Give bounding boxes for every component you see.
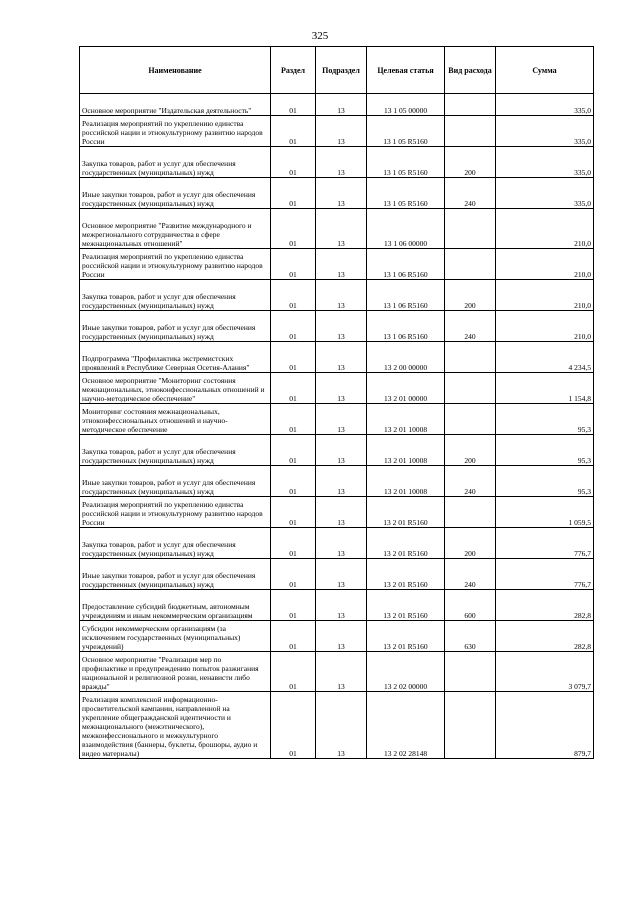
row-statya: 13 2 01 10008 [367,435,445,466]
row-name: Реализация мероприятий по укреплению единства российской нации и этнокультурному развитию народов России [80,497,271,528]
row-razdel: 01 [271,209,316,249]
header-name: Наименование [80,47,271,94]
row-statya: 13 1 06 R5160 [367,311,445,342]
row-summa: 210,0 [496,311,594,342]
row-summa: 282,8 [496,621,594,652]
row-summa: 335,0 [496,116,594,147]
row-summa: 210,0 [496,209,594,249]
row-name: Иные закупки товаров, работ и услуг для обеспечения государственных (муниципальных) нужд [80,466,271,497]
row-summa: 879,7 [496,692,594,759]
row-statya: 13 1 05 R5160 [367,178,445,209]
row-name: Основное мероприятие "Мониторинг состояния межнациональных, этноконфессиональных отношений и научно-методическое обеспечение" [80,373,271,404]
table-row [80,435,594,466]
row-vid: 630 [445,621,496,652]
row-summa: 776,7 [496,528,594,559]
table-row [80,249,594,280]
row-podrazdel: 13 [316,342,367,373]
row-statya: 13 2 01 10008 [367,404,445,435]
row-vid [445,94,496,116]
row-name: Предоставление субсидий бюджетным, автономным учреждениям и иным некоммерческим организациям [80,590,271,621]
row-podrazdel: 13 [316,209,367,249]
row-razdel: 01 [271,559,316,590]
table-row [80,692,594,759]
table-row [80,280,594,311]
row-summa: 210,0 [496,249,594,280]
row-name: Реализация комплексной информационно-просветительской кампании, направленной на укрепление общегражданской идентичности и межнационального (межэтнического), межконфессионального и межкультурного взаимодействия (баннеры, буклеты, брошюры, аудио и видео материалы) [80,692,271,759]
row-razdel: 01 [271,178,316,209]
row-statya: 13 1 06 00000 [367,209,445,249]
row-razdel: 01 [271,528,316,559]
page-number: 325 [311,30,329,42]
table-row [80,373,594,404]
table-row [80,590,594,621]
row-podrazdel: 13 [316,94,367,116]
row-name: Закупка товаров, работ и услуг для обеспечения государственных (муниципальных) нужд [80,435,271,466]
row-name: Реализация мероприятий по укреплению единства российской нации и этнокультурному развитию народов России [80,249,271,280]
row-vid [445,652,496,692]
row-razdel: 01 [271,621,316,652]
row-podrazdel: 13 [316,116,367,147]
row-razdel: 01 [271,249,316,280]
table-row [80,342,594,373]
table-row [80,652,594,692]
row-summa: 95,3 [496,404,594,435]
row-summa: 335,0 [496,147,594,178]
header-row [80,47,594,94]
table-row [80,147,594,178]
header-statya: Целевая статья [367,47,445,94]
row-statya: 13 2 01 10008 [367,466,445,497]
table-row [80,178,594,209]
row-name: Мониторинг состояния межнациональных, этноконфессиональных отношений и научно-методическое обеспечение [80,404,271,435]
row-podrazdel: 13 [316,373,367,404]
row-statya: 13 2 01 R5160 [367,528,445,559]
table-row [80,466,594,497]
row-podrazdel: 13 [316,590,367,621]
row-vid [445,404,496,435]
row-summa: 776,7 [496,559,594,590]
budget-table [79,46,594,759]
row-vid [445,373,496,404]
row-summa: 4 234,5 [496,342,594,373]
row-vid [445,692,496,759]
row-vid [445,209,496,249]
row-razdel: 01 [271,342,316,373]
row-statya: 13 1 05 R5160 [367,147,445,178]
row-razdel: 01 [271,497,316,528]
row-podrazdel: 13 [316,466,367,497]
row-podrazdel: 13 [316,435,367,466]
row-vid: 200 [445,528,496,559]
table-row [80,621,594,652]
row-razdel: 01 [271,590,316,621]
row-summa: 335,0 [496,94,594,116]
row-statya: 13 1 06 R5160 [367,280,445,311]
row-statya: 13 2 02 28148 [367,692,445,759]
row-vid [445,116,496,147]
row-name: Закупка товаров, работ и услуг для обеспечения государственных (муниципальных) нужд [80,528,271,559]
row-razdel: 01 [271,466,316,497]
row-name: Иные закупки товаров, работ и услуг для обеспечения государственных (муниципальных) нужд [80,178,271,209]
row-name: Подпрограмма "Профилактика экстремистских проявлений в Республике Северная Осетия-Алания" [80,342,271,373]
row-razdel: 01 [271,311,316,342]
row-razdel: 01 [271,373,316,404]
row-name: Иные закупки товаров, работ и услуг для обеспечения государственных (муниципальных) нужд [80,311,271,342]
row-podrazdel: 13 [316,311,367,342]
table-row [80,497,594,528]
row-podrazdel: 13 [316,249,367,280]
row-statya: 13 2 02 00000 [367,652,445,692]
table-row [80,116,594,147]
row-statya: 13 2 01 R5160 [367,497,445,528]
row-statya: 13 1 05 R5160 [367,116,445,147]
row-statya: 13 2 01 00000 [367,373,445,404]
row-podrazdel: 13 [316,621,367,652]
row-podrazdel: 13 [316,652,367,692]
row-vid: 200 [445,280,496,311]
row-podrazdel: 13 [316,692,367,759]
table-body [80,94,594,759]
row-razdel: 01 [271,652,316,692]
header-vid: Вид расхода [445,47,496,94]
row-podrazdel: 13 [316,528,367,559]
table-row [80,404,594,435]
row-summa: 282,8 [496,590,594,621]
row-vid [445,497,496,528]
header-razdel: Раздел [271,47,316,94]
table-row [80,559,594,590]
row-summa: 3 079,7 [496,652,594,692]
row-vid [445,249,496,280]
row-summa: 210,0 [496,280,594,311]
row-podrazdel: 13 [316,178,367,209]
row-name: Реализация мероприятий по укреплению единства российской нации и этнокультурному развитию народов России [80,116,271,147]
table-row [80,209,594,249]
row-statya: 13 1 05 00000 [367,94,445,116]
row-name: Иные закупки товаров, работ и услуг для обеспечения государственных (муниципальных) нужд [80,559,271,590]
row-vid: 240 [445,466,496,497]
table-row [80,528,594,559]
row-razdel: 01 [271,404,316,435]
row-summa: 95,3 [496,466,594,497]
row-summa: 1 154,8 [496,373,594,404]
row-summa: 1 059,5 [496,497,594,528]
row-razdel: 01 [271,280,316,311]
row-vid [445,342,496,373]
row-podrazdel: 13 [316,404,367,435]
row-razdel: 01 [271,692,316,759]
row-statya: 13 2 00 00000 [367,342,445,373]
row-statya: 13 2 01 R5160 [367,621,445,652]
row-podrazdel: 13 [316,280,367,311]
row-vid: 600 [445,590,496,621]
row-statya: 13 2 01 R5160 [367,559,445,590]
row-name: Закупка товаров, работ и услуг для обеспечения государственных (муниципальных) нужд [80,147,271,178]
row-name: Основное мероприятие "Издательская деятельность" [80,94,271,116]
row-summa: 335,0 [496,178,594,209]
row-podrazdel: 13 [316,147,367,178]
row-statya: 13 2 01 R5160 [367,590,445,621]
row-vid: 240 [445,559,496,590]
row-vid: 200 [445,435,496,466]
table-row [80,311,594,342]
row-name: Субсидии некоммерческим организациям (за исключением государственных (муниципальных) учреждений) [80,621,271,652]
row-vid: 240 [445,178,496,209]
row-vid: 200 [445,147,496,178]
row-summa: 95,3 [496,435,594,466]
row-razdel: 01 [271,116,316,147]
row-podrazdel: 13 [316,497,367,528]
header-podrazdel: Подраздел [316,47,367,94]
header-summa: Сумма [496,47,594,94]
row-razdel: 01 [271,435,316,466]
row-podrazdel: 13 [316,559,367,590]
row-vid: 240 [445,311,496,342]
row-razdel: 01 [271,147,316,178]
row-name: Закупка товаров, работ и услуг для обеспечения государственных (муниципальных) нужд [80,280,271,311]
row-razdel: 01 [271,94,316,116]
row-name: Основное мероприятие "Реализация мер по профилактике и предупреждению попыток разжигания национальной и религиозной розни, ненависти либо вражды" [80,652,271,692]
table-row [80,94,594,116]
row-statya: 13 1 06 R5160 [367,249,445,280]
row-name: Основное мероприятие "Развитие международного и межрегионального сотрудничества в сфере межнациональных отношений" [80,209,271,249]
